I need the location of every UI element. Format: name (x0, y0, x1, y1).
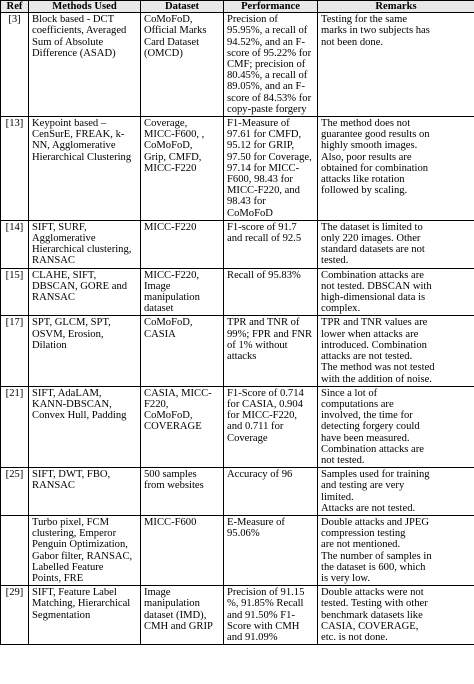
cell-remarks (318, 117, 474, 221)
cell-line: F1-Measure of (227, 118, 290, 130)
cell-dataset (141, 316, 224, 386)
cell-ref: [29] (1, 586, 29, 645)
table-row (1, 468, 474, 516)
cell-line: manipulation (144, 598, 200, 610)
header-row (1, 1, 474, 13)
cell-line: CMH and GRIP (144, 620, 213, 632)
cell-remarks (318, 386, 474, 467)
cell-line: E-Measure of (227, 516, 285, 528)
cell-ref: [25] (1, 468, 29, 516)
cell-line: compression testing (321, 528, 406, 540)
header-methods: Methods Used (29, 1, 141, 13)
cell-line: introduced. Combination (321, 339, 427, 351)
cell-line: attacks like rotation (321, 174, 405, 186)
cell-methods (29, 13, 141, 117)
cell-line: and testing are very (321, 480, 405, 492)
cell-ref: [17] (1, 316, 29, 386)
cell-line: involved, the time for (321, 410, 413, 422)
cell-methods (29, 386, 141, 467)
cell-performance (224, 13, 318, 117)
cell-line: Labelled Feature (32, 561, 104, 573)
table-row (1, 268, 474, 316)
cell-line: Double attacks were not (321, 587, 424, 599)
cell-line: Turbo pixel, FCM (32, 516, 110, 528)
cell-performance (224, 316, 318, 386)
cell-line: Double attacks and JPEG (321, 516, 429, 528)
cell-line: score of 95.22% for (227, 47, 312, 59)
cell-line: The method was not tested (321, 362, 435, 374)
cell-line: Matching, Hierarchical (32, 598, 131, 610)
cell-line: clustering, Emperor (32, 528, 117, 540)
cell-methods (29, 468, 141, 516)
cell-line: attacks (227, 351, 257, 363)
cell-line: CASIA, MICC- (144, 387, 212, 399)
cell-ref (1, 515, 29, 585)
cell-line: manipulation (144, 292, 200, 304)
cell-line: Gabor filter, RANSAC, (32, 550, 133, 562)
cell-line: Grip, CMFD, (144, 151, 202, 163)
cell-line: SPT, GLCM, SPT, (32, 317, 111, 329)
cell-line: 95.95%, a recall of (227, 25, 308, 37)
cell-line: 89.05%, and an F- (227, 81, 305, 93)
cell-dataset (141, 586, 224, 645)
cell-line: Accuracy of 96 (227, 469, 293, 481)
cell-line: lower when attacks are (321, 328, 419, 340)
cell-line: MICC-F600 (144, 516, 197, 528)
cell-ref: [15] (1, 268, 29, 316)
cell-line: is very low. (321, 572, 371, 584)
cell-line: 95.12 for GRIP, (227, 140, 295, 152)
cell-line: CenSurE, FREAK, k- (32, 129, 125, 141)
header-performance: Performance (224, 1, 318, 13)
cell-line: Precision of (227, 14, 278, 26)
cell-methods (29, 515, 141, 585)
cell-line: highly smooth images. (321, 140, 418, 152)
cell-line: F600, 98.43 for (227, 174, 293, 186)
cell-line: RANSAC (32, 255, 75, 267)
cell-ref: [13] (1, 117, 29, 221)
cell-line: 97.50 for Coverage, (227, 151, 312, 163)
cell-line: MICC-F220, and (227, 185, 300, 197)
cell-line: detecting forgery could (321, 421, 420, 433)
cell-performance (224, 220, 318, 268)
cell-remarks (318, 220, 474, 268)
cell-line: Points, FRE (32, 572, 84, 584)
cell-line: computations are (321, 398, 394, 410)
table-row (1, 220, 474, 268)
cell-line: the dataset is 600, which (321, 561, 426, 573)
table-row (1, 515, 474, 585)
cell-line: Block based - DCT (32, 14, 115, 26)
cell-line: Recall of 95.83% (227, 269, 301, 281)
cell-line: Coverage, (144, 118, 188, 130)
cell-line: 80.45%, a recall of (227, 70, 308, 82)
cell-line: coefficients, Averaged (32, 25, 127, 37)
cell-line: obtained for combination (321, 162, 429, 174)
cell-line: SIFT, Feature Label (32, 587, 117, 599)
cell-performance (224, 515, 318, 585)
cell-line: CASIA, COVERAGE, (321, 620, 419, 632)
cell-dataset (141, 468, 224, 516)
cell-line: %, 91.85% Recall (227, 598, 304, 610)
cell-line: Official Marks (144, 25, 207, 37)
cell-line: 98.43 for (227, 196, 266, 208)
cell-line: SIFT, AdaLAM, (32, 387, 102, 399)
cell-line: Keypoint based – (32, 118, 107, 130)
cell-line: Difference (ASAD) (32, 47, 116, 59)
cell-line: CASIA (144, 328, 176, 340)
cell-line: Also, poor results are (321, 151, 412, 163)
cell-line: have been measured. (321, 432, 410, 444)
cell-performance (224, 117, 318, 221)
cell-line: complex. (321, 303, 361, 315)
cell-remarks (318, 13, 474, 117)
cell-line: Since a lot of (321, 387, 378, 399)
cell-line: tested. Testing with other (321, 598, 428, 610)
cell-dataset (141, 13, 224, 117)
cell-line: Combination attacks are (321, 443, 424, 455)
cell-line: Convex Hull, Padding (32, 410, 127, 422)
cell-line: Samples used for training (321, 469, 430, 481)
header-ref: Ref (1, 1, 29, 13)
cell-line: CoMoFoD (227, 207, 273, 219)
cell-line: Agglomerative (32, 233, 96, 245)
cell-line: 500 samples (144, 469, 197, 481)
cell-line: Hierarchical Clustering (32, 151, 132, 163)
cell-line: CoMoFoD, (144, 14, 193, 26)
cell-line: and 0.711 for (227, 421, 284, 433)
cell-line: Image (144, 587, 171, 599)
cell-line: TPR and TNR values are (321, 317, 428, 329)
cell-line: attacks are not tested. (321, 351, 413, 363)
cell-methods (29, 316, 141, 386)
cell-remarks (318, 468, 474, 516)
cell-performance (224, 586, 318, 645)
cell-line: RANSAC (32, 480, 75, 492)
cell-line: SIFT, DWT, FBO, (32, 469, 111, 481)
cell-line: and 91.09% (227, 631, 278, 643)
cell-line: tested. (321, 255, 349, 267)
cell-line: and 91.50% F1- (227, 609, 295, 621)
cell-line: only 220 images. Other (321, 233, 421, 245)
header-remarks: Remarks (318, 1, 474, 13)
table-row (1, 13, 474, 117)
cell-line: benchmark datasets like (321, 609, 423, 621)
cell-line: 94.52%, and an F- (227, 36, 305, 48)
cell-line: of 1% without (227, 339, 288, 351)
cell-performance (224, 386, 318, 467)
cell-dataset (141, 220, 224, 268)
cell-line: for MICC-F220, (227, 410, 298, 422)
cell-methods (29, 586, 141, 645)
cell-line: 99%; FPR and FNR (227, 328, 313, 340)
cell-line: OSVM, Erosion, (32, 328, 104, 340)
cell-dataset (141, 268, 224, 316)
cell-line: (OMCD) (144, 47, 183, 59)
cell-ref: [14] (1, 220, 29, 268)
cell-line: MICC-F600, , (144, 129, 205, 141)
cell-line: 97.61 for CMFD, (227, 129, 302, 141)
cell-methods (29, 220, 141, 268)
cell-line: F1-score of 91.7 (227, 221, 297, 233)
cell-line: dataset (144, 303, 174, 315)
cell-line: DBSCAN, GORE and (32, 280, 128, 292)
cell-line: KANN-DBSCAN, (32, 398, 112, 410)
cell-line: Score with CMH (227, 620, 300, 632)
cell-ref: [21] (1, 386, 29, 467)
cell-line: COVERAGE (144, 421, 202, 433)
cell-line: CoMoFoD, (144, 410, 193, 422)
cell-ref: [3] (1, 13, 29, 117)
cell-remarks (318, 268, 474, 316)
cell-dataset (141, 515, 224, 585)
table-row (1, 586, 474, 645)
cell-performance (224, 468, 318, 516)
cell-remarks (318, 316, 474, 386)
cell-line: standard datasets are not (321, 244, 425, 256)
cell-line: followed by scaling. (321, 185, 408, 197)
cell-methods (29, 117, 141, 221)
cell-line: Combination attacks are (321, 269, 424, 281)
cell-line: SIFT, SURF, (32, 221, 87, 233)
table-row (1, 386, 474, 467)
cell-line: Coverage (227, 432, 268, 444)
header-dataset: Dataset (141, 1, 224, 13)
cell-line: CLAHE, SIFT, (32, 269, 97, 281)
cell-line: CoMoFoD, (144, 140, 193, 152)
cell-line: and recall of 92.5 (227, 233, 302, 245)
cell-line: The dataset is limited to (321, 221, 423, 233)
cell-line: MICC-F220 (144, 221, 197, 233)
cell-remarks (318, 586, 474, 645)
cell-line: for CASIA, 0.904 (227, 398, 303, 410)
cell-line: CoMoFoD, (144, 317, 193, 329)
cell-line: MICC-F220, (144, 269, 200, 281)
cell-line: high-dimensional data is (321, 292, 426, 304)
cell-line: Precision of 91.15 (227, 587, 305, 599)
cell-line: marks in two subjects has (321, 25, 430, 37)
cell-line: from websites (144, 480, 204, 492)
cell-line: with the addition of noise. (321, 373, 432, 385)
cell-line: guarantee good results on (321, 129, 430, 141)
cell-line: F1-Score of 0.714 (227, 387, 304, 399)
cell-line: Penguin Optimization, (32, 539, 128, 551)
cell-line: The number of samples in (321, 550, 432, 562)
cell-line: 95.06% (227, 528, 260, 540)
cell-line: Segmentation (32, 609, 91, 621)
cell-line: Hierarchical clustering, (32, 244, 132, 256)
cell-dataset (141, 386, 224, 467)
cell-line: Dilation (32, 339, 67, 351)
cell-line: CMF; precision of (227, 59, 306, 71)
table-row (1, 117, 474, 221)
cell-line: not tested. DBSCAN with (321, 280, 432, 292)
cell-performance (224, 268, 318, 316)
cell-line: are not mentioned. (321, 539, 401, 551)
cell-line: NN, Agglomerative (32, 140, 116, 152)
cell-line: F220, (144, 398, 169, 410)
cell-line: RANSAC (32, 292, 75, 304)
cell-line: Card Dataset (144, 36, 200, 48)
cell-dataset (141, 117, 224, 221)
cell-line: not been done. (321, 36, 384, 48)
cell-line: copy-paste forgery (227, 103, 307, 115)
cell-line: limited. (321, 491, 354, 503)
cell-line: dataset (IMD), (144, 609, 207, 621)
table-row (1, 316, 474, 386)
cell-line: The method does not (321, 118, 411, 130)
cell-line: etc. is not done. (321, 631, 388, 643)
cell-line: MICC-F220 (144, 162, 197, 174)
cell-line: not tested. (321, 454, 365, 466)
cell-line: Testing for the same (321, 14, 408, 26)
cell-line: Attacks are not tested. (321, 502, 416, 514)
cell-remarks (318, 515, 474, 585)
cell-line: Image (144, 280, 171, 292)
cell-line: score of 84.53% for (227, 92, 312, 104)
cell-line: Sum of Absolute (32, 36, 104, 48)
cell-line: 97.14 for MICC- (227, 162, 300, 174)
cell-line: TPR and TNR of (227, 317, 300, 329)
cell-methods (29, 268, 141, 316)
